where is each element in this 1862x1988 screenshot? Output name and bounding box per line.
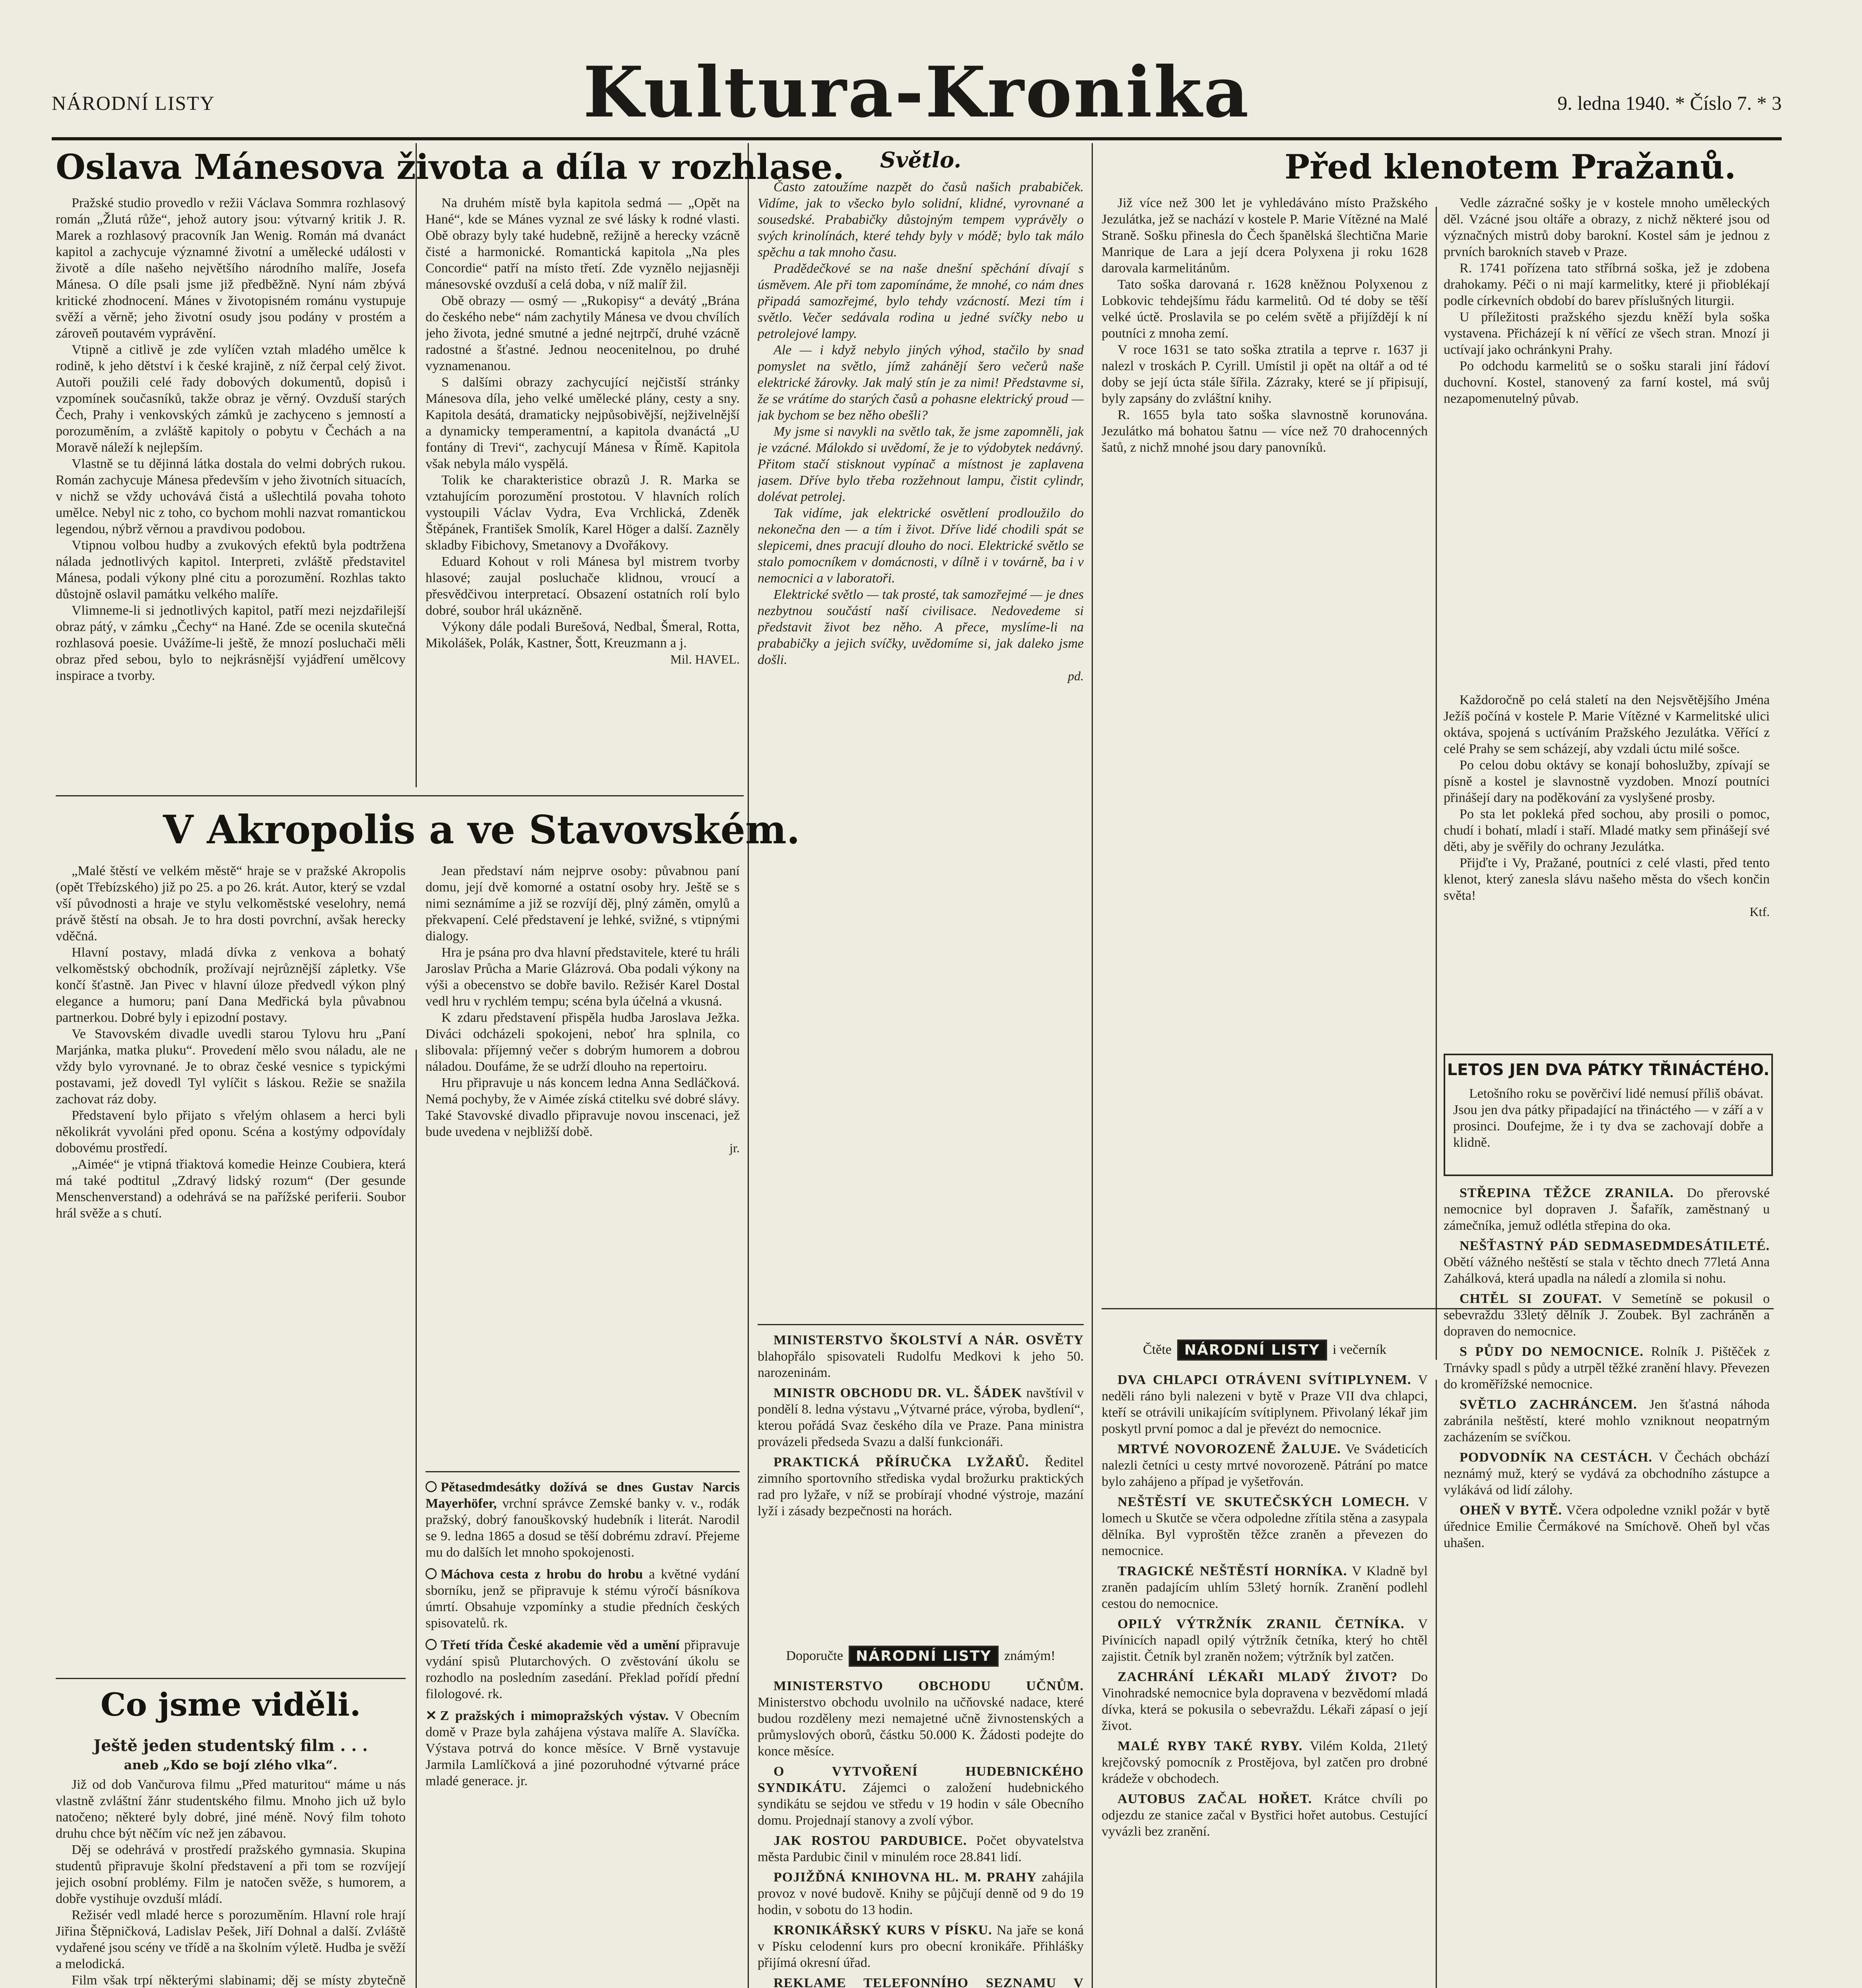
- kronika-item-text: V Čechách obchází neznámý muž, který se vydává za obchodního zástupce a vylákává od lidí zálohy.: [1444, 1450, 1770, 1497]
- videli-paragraph: Režisér vedl mladé herce s porozuměním. Hlavní role hrají Jiřina Štěpničková, Ladislav Pešek, Jiří Dohnal a další. Zvláště vydařené jsou scény ve třídě a na školním výletě. Hudba je svěží a melodická.: [56, 1908, 406, 1971]
- kronika-item: [758, 1975, 1084, 1988]
- kronika-item-title: ZACHRÁNÍ LÉKAŘI MLADÝ ŽIVOT?: [1118, 1670, 1398, 1684]
- kronika-item: [1444, 1502, 1770, 1551]
- bullet-icon: [426, 1639, 437, 1650]
- promo-text: známým!: [1004, 1648, 1055, 1663]
- kronika-item-text: V Semetíně se pokusil o sebevraždu 33letý dělník J. Zoubek. Byl zachráněn a dopraven do nemocnice.: [1444, 1291, 1770, 1339]
- column-rule: [416, 1050, 417, 1988]
- promo-text: Doporučte: [786, 1648, 843, 1663]
- kronika-item-title: MINISTR OBCHODU DR. VL. ŠÁDEK: [774, 1386, 1022, 1400]
- promo-brand: NÁRODNÍ LISTY: [1177, 1340, 1327, 1361]
- promo-text: Čtěte: [1143, 1342, 1172, 1357]
- kronika-item-text: Na jaře se koná v Písku celodenní kurs pro obecní kronikáře. Přihlášky přijímá okresní úřad.: [758, 1923, 1084, 1970]
- kronika-item-title: JAK ROSTOU PARDUBICE.: [774, 1833, 967, 1848]
- klenotem-paragraph: Již více než 300 let je vyhledáváno místo Pražského Jezulátka, jež se nachází v kostele P. Marie Vítězné na Malé Straně. Sošku přinesla do Čech španělská šlechtična Marie Manrique de Lara a její dcera Polyxena ji roku 1628 darovala karmelitánům.: [1102, 196, 1428, 276]
- klenotem-col3: [1444, 692, 1770, 1050]
- middle-notes: [426, 1479, 740, 1988]
- kronika-item-title: PRAKTICKÁ PŘÍRUČKA LYŽAŘŮ.: [774, 1455, 1029, 1470]
- svetlo-col: [758, 179, 1084, 1316]
- masthead-rule: [52, 137, 1782, 140]
- klenotem-col1: [1102, 195, 1428, 1296]
- videli-subheadline-2: aneb „Kdo se bojí zlého vlka“.: [124, 1757, 338, 1773]
- manes-paragraph: Pražské studio provedlo v režii Václava Sommra rozhlasový román „Žlutá růže“, jehož autory jsou: výtvarný kritik J. R. Marek a rozhlasový pracovník Jan Wenig. Román má dvanáct kapitol a zachycuje významné životní a umělecké události v životě a díle našeho největšího národního malíře, Josefa Mánesa. O díle psali jsme již předběžně. Nyní nám zbývá kritické zhodnocení. Mánes v životopisném románu vystupuje svěží a věrně; jeho životní osudy jsou podány v prostém a zároveň poutavém vyprávění.: [56, 196, 406, 341]
- kronika-item-title: CHTĚL SI ZOUFAT.: [1460, 1291, 1602, 1306]
- kronika-item: [1102, 1669, 1428, 1734]
- kronika-item-title: KRONIKÁŘSKÝ KURS V PÍSKU.: [774, 1923, 992, 1938]
- kronika-item-text: V neděli ráno byli nalezeni v bytě v Praze VII dva chlapci, kteří se otrávili unikajícím svítiplynem. Přivolaný lékař jim poskytl první pomoc a dal je převézt do nemocnice.: [1102, 1373, 1428, 1436]
- klenotem-paragraph: Tato soška darovaná r. 1628 kněžnou Polyxenou z Lobkovic tehdejšímu řádu karmelitů. Od té doby se těší velké úctě. Proslavila se po celém světě a přijíždějí k ní poutníci z mnoha zemí.: [1102, 277, 1428, 341]
- kronika-item-title: DVA CHLAPCI OTRÁVENI SVÍTIPLYNEM.: [1118, 1373, 1411, 1387]
- column-rule: [1092, 143, 1093, 1988]
- kronika-col3: [1444, 1185, 1770, 1980]
- note-text: V Obecním domě v Praze byla zahájena výstava malíře A. Slavíčka. Výstava potrvá do konce měsíce. V Brně vystavuje Jarmila Lamlíčková a jiné pozoruhodné výtvarné práce mladé generace.: [426, 1708, 740, 1788]
- note-text: vrchní správce Zemské banky v. v., rodák pražský, dobrý fanouškovský hudebník i literát. Narodil se 9. ledna 1865 a dosud se těší dobrému zdraví. Přejeme mu do dalších let mnoho spokojenosti.: [426, 1496, 740, 1560]
- kronika-item-title: POJIŽĎNÁ KNIHOVNA HL. M. PRAHY: [774, 1870, 1037, 1885]
- kronika-item: [758, 1678, 1084, 1759]
- kronika-item: [1444, 1396, 1770, 1445]
- kronika-item-text: Ministerstvo obchodu uvolnilo na učňovské nadace, které budou rozděleny mezi nemajetné učně živnostenských a průmyslových oborů, částku 50.000 K. Žádosti podejte do konce měsíce.: [758, 1695, 1084, 1759]
- kronika-item: [1102, 1791, 1428, 1840]
- kronika-col2: [1102, 1372, 1428, 1988]
- kronika-item-text: Rolník J. Pištěček z Trnávky spadl s půdy a utrpěl těžké zranění hlavy. Převezen do kroměřížské nemocnice.: [1444, 1344, 1770, 1392]
- kronika-item-text: blahopřálo spisovateli Rudolfu Medkovi k jeho 50. narozeninám.: [758, 1349, 1084, 1380]
- klenotem-paragraph: Vedle zázračné sošky je v kostele mnoho uměleckých děl. Vzácné jsou oltáře a obrazy, z nichž některé jsou od význačných mistrů doby barokní. Kostel sám je jednou z prvních barokních staveb v Praze.: [1444, 196, 1770, 259]
- headline-klenotem: Před klenotem Pražanů.: [1285, 147, 1736, 186]
- manes-col2: [426, 195, 740, 791]
- videli-paragraph: Děj se odehrává v prostředí pražského gymnasia. Skupina studentů připravuje školní představení a při tom se rozvíjejí jejich osobní problémy. Film je natočen svěže, s humorem, a dobře vystihuje ovzduší mládí.: [56, 1842, 406, 1906]
- manes-paragraph: Eduard Kohout v roli Mánesa byl mistrem tvorby hlasové; zaujal posluchače klidnou, vroucí a přesvědčivou interpretací. Obsazení ostatních rolí bylo dobré, soubor hrál ukázněně.: [426, 554, 740, 618]
- article-divider: [758, 1324, 1084, 1325]
- kronika-item-title: AUTOBUS ZAČAL HOŘET.: [1118, 1792, 1312, 1806]
- kronika-item-title: TRAGICKÉ NEŠTĚSTÍ HORNÍKA.: [1118, 1564, 1347, 1578]
- promo-banner-read: [1102, 1336, 1428, 1364]
- svetlo-paragraph: Pradědečkové se na naše dnešní spěchání dívají s úsměvem. Ale při tom zapomínáme, že mnohé, co nám dnes připadá samozřejmé, bylo tehdy vzácností. Mezi tím i světlo. Večer sedávala rodina u jedné svíčky nebo u petrolejové lampy.: [758, 261, 1084, 341]
- kronika-item-title: MRTVÉ NOVOROZENĚ ŽALUJE.: [1118, 1442, 1341, 1456]
- middle-note: [426, 1708, 740, 1789]
- klenotem-paragraph: U příležitosti pražského sjezdu kněží byla soška vystavena. Přicházejí k ní věřící ze všech stran. Mnozí ji uctívají jako ochránkyni Prahy.: [1444, 310, 1770, 357]
- kronika-item-title: SVĚTLO ZACHRÁNCEM.: [1460, 1397, 1637, 1412]
- kronika-col1b: [758, 1678, 1084, 1988]
- akropolis-paragraph: Jean představí nám nejprve osoby: půvabnou paní domu, její dvě komorné a ostatní osoby hry. Ještě se s nimi seznámíme a již se rozvíjí děj, plný záměn, omylů a překvapení. Celé představení je lehké, svižné, s vtipnými dialogy.: [426, 864, 740, 944]
- kronika-item-text: V Kladně byl zraněn padajícím uhlím 53letý horník. Zranění podlehl cestou do nemocnice.: [1102, 1564, 1428, 1611]
- manes-paragraph: Vtipně a citlivě je zde vylíčen vztah mladého umělce k rodině, k jeho dětství i k české krajině, z níž čerpal celý život. Autoři použili celé řady dobových dokumentů, dopisů i vzpomínek současníků, takže obraz je věrný. Ovzduší starých Čech, Prahy i venkovských zámků je zachyceno s jemností a porozuměním, a zvláště kapitoly o pobytu v Čechách a na Moravě náleží k nejlepším.: [56, 342, 406, 455]
- middle-note: [426, 1566, 740, 1631]
- headline-videli: Co jsme viděli.: [100, 1686, 361, 1723]
- kronika-item: [758, 1922, 1084, 1971]
- article-divider: [426, 1471, 740, 1472]
- videli-subheadline: Ještě jeden studentský film . . .: [93, 1736, 368, 1755]
- akropolis-signature: jr.: [729, 1141, 740, 1155]
- kronika-item-title: PODVODNÍK NA CESTÁCH.: [1460, 1450, 1652, 1465]
- kronika-item-text: Vilém Kolda, 21letý krejčovský pomocník z Prostějova, byl zatčen pro drobné krádeže v obchodech.: [1102, 1739, 1428, 1786]
- promo-banner-recommend: [758, 1642, 1084, 1670]
- kronika-item-title: MINISTERSTVO ŠKOLSTVÍ A NÁR. OSVĚTY: [774, 1333, 1084, 1347]
- akropolis-paragraph: Představení bylo přijato s vřelým ohlasem a herci byli několikrát vyvoláni před oponu. Scéna a kostýmy odpovídaly dobovému prostředí.: [56, 1108, 406, 1155]
- date-issue: 9. ledna 1940. * Číslo 7. * 3: [1557, 92, 1782, 114]
- kronika-item-text: Zájemci o založení hudebnického syndikátu se sejdou ve středu v 19 hodin v sále Obecního domu. Projednají stanovy a zvolí výbor.: [758, 1780, 1084, 1828]
- article-divider: [56, 1678, 406, 1679]
- kronika-item: [1102, 1738, 1428, 1787]
- headline-akropolis: V Akropolis a ve Stavovském.: [163, 807, 800, 853]
- middle-note: [426, 1479, 740, 1561]
- kronika-item-title: MALÉ RYBY TAKÉ RYBY.: [1118, 1739, 1303, 1753]
- notice-box-text: Letošního roku se pověrčiví lidé nemusí příliš obávat. Jsou jen dva pátky připadající na třináctého — v září a v prosinci. Doufejme, že i ty dva se zachovají dobře a klidně.: [1453, 1086, 1763, 1150]
- svetlo-paragraph: Tak vidíme, jak elektrické osvětlení prodloužilo do nekonečna den — a tím i život. Dříve lidé chodili spát se slepicemi, dnes pracují dlouho do noci. Elektrické světlo se stalo pomocníkem v domácnosti, v dílně i v továrně, ba i v nemocnici a v laboratoři.: [758, 506, 1084, 586]
- svetlo-paragraph: Často zatoužíme nazpět do časů našich prababiček. Vidíme, jak to všecko bylo solidní, klidné, vyrovnané a sousedské. Prababičky důstojným tempem vyprávěly o svých krinolínách, které tehdy byly v módě; bylo tak málo spěchu a tak mnoho času.: [758, 180, 1084, 260]
- kronika-item-text: V Pivínicích napadl opilý výtržník četníka, který ho chtěl zajistit. Četník byl zraněn nožem; výtržník byl zatčen.: [1102, 1617, 1428, 1664]
- manes-paragraph: Tolik ke charakteristice obrazů J. R. Marka se vztahujícím porozumění prostotou. V hlavních rolích vystoupili Václav Vydra, Eva Vrchlická, Zdeněk Štěpánek, František Smolík, Karel Höger a další. Zazněly skladby Fibichovy, Smetanovy a Dvořákovy.: [426, 473, 740, 553]
- kronika-item: [1444, 1343, 1770, 1392]
- note-title: Z pražských i mimopražských výstav.: [440, 1708, 669, 1723]
- kronika-item: [758, 1454, 1084, 1519]
- kronika-item-text: Ředitel zimního sportovního střediska vydal brožurku praktických rad pro lyžaře, v níž se probírají vhodné výstroje, mazání lyží i zásady bezpečnosti na horách.: [758, 1455, 1084, 1518]
- manes-paragraph: Výkony dále podali Burešová, Nedbal, Šmeral, Rotta, Mikolášek, Polák, Kastner, Šott, Kreuzmann a j.: [426, 619, 740, 650]
- kronika-item-title: OHEŇ V BYTĚ.: [1460, 1503, 1562, 1518]
- middle-note: [426, 1637, 740, 1702]
- akropolis-col2: [426, 863, 740, 1459]
- kronika-item-title: STŘEPINA TĚŽCE ZRANILA.: [1460, 1186, 1674, 1200]
- notice-box-title: LETOS JEN DVA PÁTKY TŘINÁCTÉHO.: [1447, 1061, 1770, 1079]
- bullet-icon: [426, 1481, 437, 1492]
- notice-box: [1444, 1054, 1773, 1176]
- kronika-item: [1444, 1291, 1770, 1340]
- akropolis-paragraph: K zdaru představení přispěla hudba Jaroslava Ježka. Diváci odcházeli spokojeni, neboť hra splnila, co slibovala: příjemný večer s dobrým humorem a dobrou náladou. Doufáme, že se udrží dlouho na repertoiru.: [426, 1010, 740, 1074]
- klenotem-paragraph: R. 1655 byla tato soška slavnostně korunována. Jezulátko má bohatou šatnu — více než 70 drahocenných šatů, z nichž mnohé jsou dary panovníků.: [1102, 408, 1428, 455]
- kronika-item-text: Počet obyvatelstva města Pardubic činil v minulém roce 28.841 lidí.: [758, 1833, 1084, 1864]
- kronika-item: [758, 1332, 1084, 1381]
- kronika-item-title: O VYTVOŘENÍ HUDEBNICKÉHO SYNDIKÁTU.: [758, 1764, 1084, 1795]
- kronika-item: [758, 1869, 1084, 1918]
- klenotem-paragraph: V roce 1631 se tato soška ztratila a teprve r. 1637 ji nalezl v troskách P. Cyrill. Umístil ji opět na oltář a od té doby se její úcta stále šířila. Zázraky, které se jí připisují, byly zapsány do zvláštní knihy.: [1102, 342, 1428, 406]
- note-text: připravuje vydání spisů Plutarchových. O zvěstování úkolu se rozhodlo na posledním zasedání. Překlad pořídí přední filologové.: [426, 1638, 740, 1701]
- kronika-item: [1102, 1494, 1428, 1559]
- kronika-item-text: Jen šťastná náhoda zabránila neštěstí, které mohlo vzniknout neopatrným zacházením se svíčkou.: [1444, 1397, 1770, 1444]
- kronika-item: [1444, 1185, 1770, 1234]
- cross-icon: ✕: [426, 1708, 437, 1723]
- klenotem-paragraph: R. 1741 pořízena tato stříbrná soška, jež je zdobena drahokamy. Péči o ni mají karmelitky, které ji přioblékají podle církevních období do barev příslušných liturgii.: [1444, 261, 1770, 308]
- kronika-item-text: Včera odpoledne vznikl požár v bytě úřednice Emilie Čermákové na Smíchově. Oheň byl včas uhašen.: [1444, 1503, 1770, 1550]
- section-title: Kultura-Kronika: [583, 52, 1250, 133]
- kronika-item-text: navštívil v pondělí 8. ledna výstavu „Výtvarné práce, výroba, bydlení“, kterou pořádá Svaz českého díla ve Praze. Pana ministra provázeli předseda Svazu a další funkcionáři.: [758, 1386, 1084, 1449]
- column-rule: [1436, 207, 1437, 1360]
- manes-paragraph: Vlastně se tu dějinná látka dostala do velmi dobrých rukou. Román zachycuje Mánesa především v jeho životních situacích, v nichž se vždy uchovává čistá a ušlechtilá povaha tohoto umělce. Nebyl nic z toho, co bychom mohli nazvat romantickou legendou, nýbrž věrnou a pravdivou podobou.: [56, 456, 406, 536]
- kronika-item: [1102, 1616, 1428, 1665]
- notice-box-body: [1453, 1085, 1763, 1169]
- akropolis-paragraph: Hru připravuje u nás koncem ledna Anna Sedláčková. Nemá pochyby, že v Aimée získá ctitelku své dobré slávy. Také Stavovské divadlo připravuje novou inscenaci, jež bude uvedena v nejbližší době.: [426, 1076, 740, 1139]
- klenotem-paragraph: Po odchodu karmelitů se o sošku starali jiní řádoví duchovní. Kostel, stanovený za farní kostel, má svůj nezapomenutelný půvab.: [1444, 359, 1770, 406]
- note-sig: rk.: [488, 1687, 503, 1701]
- kronika-item: [1102, 1563, 1428, 1612]
- videli-paragraph: Film však trpí některými slabinami; děj se místy zbytečně: [72, 1973, 406, 1988]
- svetlo-paragraph: Ale — i když nebylo jiných výhod, stačilo by snad pomyslet na světlo, jímž zahánějí šero večerů naše elektrické žárovky. Jak malý stín je za nimi! Představme si, že se vrátíme do starých časů a pohasne elektrický proud — jak bychom se bez něho obešli?: [758, 343, 1084, 423]
- kronika-item: [758, 1385, 1084, 1450]
- svetlo-paragraph: My jsme si navykli na světlo tak, že jsme zapomněli, jak je vzácné. Málokdo si uvědomí, že je to výdobytek nedávný. Přitom stačí stisknout vypínač a místnost je zaplavena jasem. Dříve bylo třeba rozžehnout lampu, čistit cylindr, dolévat petrolej.: [758, 424, 1084, 504]
- kronika-item: [758, 1833, 1084, 1865]
- kronika-item-text: V lomech u Skutče se včera odpoledne zřítila stěna a zasypala dělníka. Byl vyproštěn těžce zraněn a převezen do nemocnice.: [1102, 1495, 1428, 1558]
- videli-col: [56, 1734, 406, 1988]
- kronika-item-text: Krátce chvíli po odjezdu ze stanice začal v Bystřici hořet autobus. Cestující vyvázli bez zranění.: [1102, 1792, 1428, 1839]
- paper-name: NÁRODNÍ LISTY: [52, 92, 215, 114]
- kronika-col1: [758, 1332, 1084, 1638]
- kronika-item-title: NEŠTĚSTÍ VE SKUTEČSKÝCH LOMECH.: [1118, 1495, 1410, 1509]
- klenotem-paragraph: Po celou dobu oktávy se konají bohoslužby, zpívají se písně a kostel je slavnostně vyzdoben. Mnozí poutníci přinášejí dary na poděkování za vyslyšené prosby.: [1444, 758, 1770, 805]
- kronika-item-text: Ve Svádeticích nalezli četníci u cesty mrtvé novorozeně. Pátrání po matce bylo zahájeno a případ je vyšetřován.: [1102, 1442, 1428, 1489]
- promo-brand: NÁRODNÍ LISTY: [849, 1646, 999, 1667]
- manes-paragraph: S dalšími obrazy zachycující nejčistší stránky Mánesova díla, jeho velké umělecké plány, cesty a sny. Kapitola desátá, dramaticky nejpůsobivější, nejživelnější a dynamicky temperamentní, a kapitola dvanáctá „U fontány di Trevi“, zachycují Mánesa v Římě. Kapitola však nebyla málo vyspělá.: [426, 375, 740, 471]
- kronika-item-title: OPILÝ VÝTRŽNÍK ZRANIL ČETNÍKA.: [1118, 1617, 1405, 1631]
- bullet-icon: [426, 1568, 437, 1579]
- klenotem-paragraph: Přijďte i Vy, Pražané, poutníci z celé vlasti, před tento klenot, který zanesla slávu našeho města do všech končin světa!: [1444, 856, 1770, 903]
- akropolis-col1: [56, 863, 406, 1666]
- note-sig: jr.: [517, 1774, 528, 1788]
- kronika-item: [1444, 1449, 1770, 1498]
- kronika-item: [1102, 1441, 1428, 1490]
- headline-manes: Oslava Mánesova života a díla v rozhlase.: [56, 147, 845, 187]
- article-divider: [56, 795, 744, 796]
- klenotem-col2: [1444, 195, 1770, 688]
- kronika-item-title: MINISTERSTVO OBCHODU UČNŮM.: [774, 1679, 1084, 1693]
- akropolis-paragraph: Hlavní postavy, mladá dívka z venkova a bohatý velkoměstský obchodník, prožívají nejrůznější zápletky. Vše končí šťastně. Jan Pivec v hlavní úloze předvedl výkon plný elegance a humoru; paní Dana Medřická byla půvabnou partnerkou. Dobré byly i epizodní postavy.: [56, 945, 406, 1025]
- promo-text: i večerník: [1332, 1342, 1386, 1357]
- column-rule: [748, 143, 749, 1988]
- manes-paragraph: Na druhém místě byla kapitola sedmá — „Opět na Hané“, kde se Mánes vyznal ze své lásky k rodné vlasti. Obě obrazy byly také hudebně, režijně a herecky vzácně čisté a harmonické. Romantická kapitola „Na ples Concordie“ patří na místo třetí. Zde vyznělo nejjasněji mánesovské ovzduší a celá doba, v níž malíř žil.: [426, 196, 740, 292]
- kronika-item: [1102, 1372, 1428, 1437]
- note-sig: rk.: [493, 1616, 508, 1631]
- akropolis-paragraph: „Malé štěstí ve velkém městě“ hraje se v pražské Akropolis (opět Třebízského) již po 25. a po 26. krát. Autor, který se vzdal vší původnosti a hraje ve stylu velkoměstské veselohry, nemá právě štěstí na obsah. Je to hra dosti povrchní, avšak herecky vděčná.: [56, 864, 406, 944]
- manes-col1: [56, 195, 406, 783]
- svetlo-signature: pd.: [1068, 669, 1084, 683]
- kronika-item-text: Do přerovské nemocnice byl dopraven J. Šafařík, zaměstnaný u zámečníka, jemuž odlétla střepina do oka.: [1444, 1186, 1770, 1233]
- manes-signature: Mil. HAVEL.: [670, 652, 740, 666]
- kronika-item: [1444, 1238, 1770, 1287]
- videli-paragraph: Již od dob Vančurova filmu „Před maturitou“ máme u nás vlastně zvláštní žánr studentského filmu. Mnoho jich už bylo natočeno; některé byly dobré, jiné méně. Nový film tohoto druhu chce být něčím víc než jen zábavou.: [56, 1777, 406, 1841]
- kronika-item-title: S PŮDY DO NEMOCNICE.: [1460, 1344, 1644, 1359]
- klenotem-paragraph: Po sta let pokleká před sochou, aby prosili o pomoc, chudí i bohatí, mladí i staří. Mladé matky sem přinášejí své děti, aby je svěřily do ochrany Jezulátka.: [1444, 807, 1770, 854]
- akropolis-paragraph: „Aimée“ je vtipná třiaktová komedie Heinze Coubiera, která má také podtitul „Zdravý lidský rozum“ (Der gesunde Menschenverstand) a odehrává se na pařížské periferii. Soubor hrál svěže a s chutí.: [56, 1157, 406, 1221]
- akropolis-paragraph: Hra je psána pro dva hlavní představitele, které tu hráli Jaroslav Průcha a Marie Glázrová. Oba podali výkony na výši a obecenstvo se dobře bavilo. Režisér Karel Dostal vedl hru v rychlém tempu; scéna byla účelná a vkusná.: [426, 945, 740, 1009]
- kronika-item-title: REKLAME TELEFONNÍHO SEZNAMU V: [774, 1976, 1084, 1988]
- note-title: Pětasedmdesátky dožívá se dnes Gustav Narcis Mayerhöfer,: [426, 1480, 740, 1511]
- column-rule: [1436, 1380, 1437, 1988]
- note-title: Máchova cesta z hrobu do hrobu: [441, 1567, 643, 1582]
- klenotem-signature: Ktf.: [1749, 905, 1770, 919]
- kronika-item-text: Obětí vážného neštěstí se stala v těchto dnech 77letá Anna Zahálková, která upadla na náledí a zlomila si nohu.: [1444, 1255, 1770, 1286]
- masthead: [52, 52, 1782, 131]
- note-text: a květné vydání sborníku, jenž se připravuje k stému výročí básníkova úmrtí. Obsahuje vzpomínky a studie předních českých spisovatelů.: [426, 1567, 740, 1631]
- kronika-item-title: NEŠŤASTNÝ PÁD SEDMASEDMDESÁTILETÉ.: [1460, 1239, 1770, 1253]
- headline-svetlo: Světlo.: [880, 147, 962, 173]
- klenotem-paragraph: Každoročně po celá staletí na den Nejsvětějšího Jména Ježíš počíná v kostele P. Marie Vítězné v Karmelitské ulici oktáva, spojená s uctíváním Pražského Jezulátka. Věřící z celé Prahy se sem scházejí, aby vzdali úctu milé sošce.: [1444, 693, 1770, 756]
- note-title: Třetí třída České akademie věd a umění: [441, 1638, 680, 1652]
- kronika-item-text: Do Vinohradské nemocnice byla dopravena v bezvědomí mladá dívka, která se pokusila o sebevraždu. Lékaři zápasí o její život.: [1102, 1670, 1428, 1733]
- manes-paragraph: Vlimneme-li si jednotlivých kapitol, patří mezi nejzdařilejší obraz pátý, v zámku „Čechy“ na Hané. Zde se ocenila skutečná rozhlasová poesie. Uvážíme-li ještě, že mnozí posluchači měli obraz před sebou, bylo to nejkrásnější vyjádření umělcovy inspirace a tvorby.: [56, 603, 406, 683]
- svetlo-paragraph: Elektrické světlo — tak prosté, tak samozřejmé — je dnes nezbytnou součástí naší civilisace. Nedovedeme si představit život bez něho. A přece, myslíme-li na prababičky a jejich svíčky, uvědomíme si, jak daleko jsme došli.: [758, 587, 1084, 667]
- manes-paragraph: Obě obrazy — osmý — „Rukopisy“ a devátý „Brána do českého nebe“ nám zachytily Mánesa ve dvou chvílích jeho života, jedné smutné a jedné nejtrpčí, druhé vzácně radostné a šťastné. Jednou neocenitelnou, po druhé vyznamenanou.: [426, 293, 740, 373]
- column-rule: [416, 143, 417, 787]
- akropolis-paragraph: Ve Stavovském divadle uvedli starou Tylovu hru „Paní Marjánka, matka pluku“. Provedení mělo svou náladu, ale ne vždy bylo vyrovnané. Je to obraz české vesnice s typickými postavami, jež dovedl Tyl vylíčit s láskou. Režie se snažila zachovat ráz doby.: [56, 1027, 406, 1107]
- kronika-item: [758, 1763, 1084, 1829]
- kronika-item-text: zahájila provoz v nové budově. Knihy se půjčují denně od 9 do 19 hodin, v sobotu do 13 hodin.: [758, 1870, 1084, 1917]
- manes-paragraph: Vtipnou volbou hudby a zvukových efektů byla podtržena nálada jednotlivých kapitol. Interpreti, zvláště představitel Mánesa, podali výkony plné citu a porozumění. Rozhlas takto důstojně oslavil památku velkého malíře.: [56, 538, 406, 602]
